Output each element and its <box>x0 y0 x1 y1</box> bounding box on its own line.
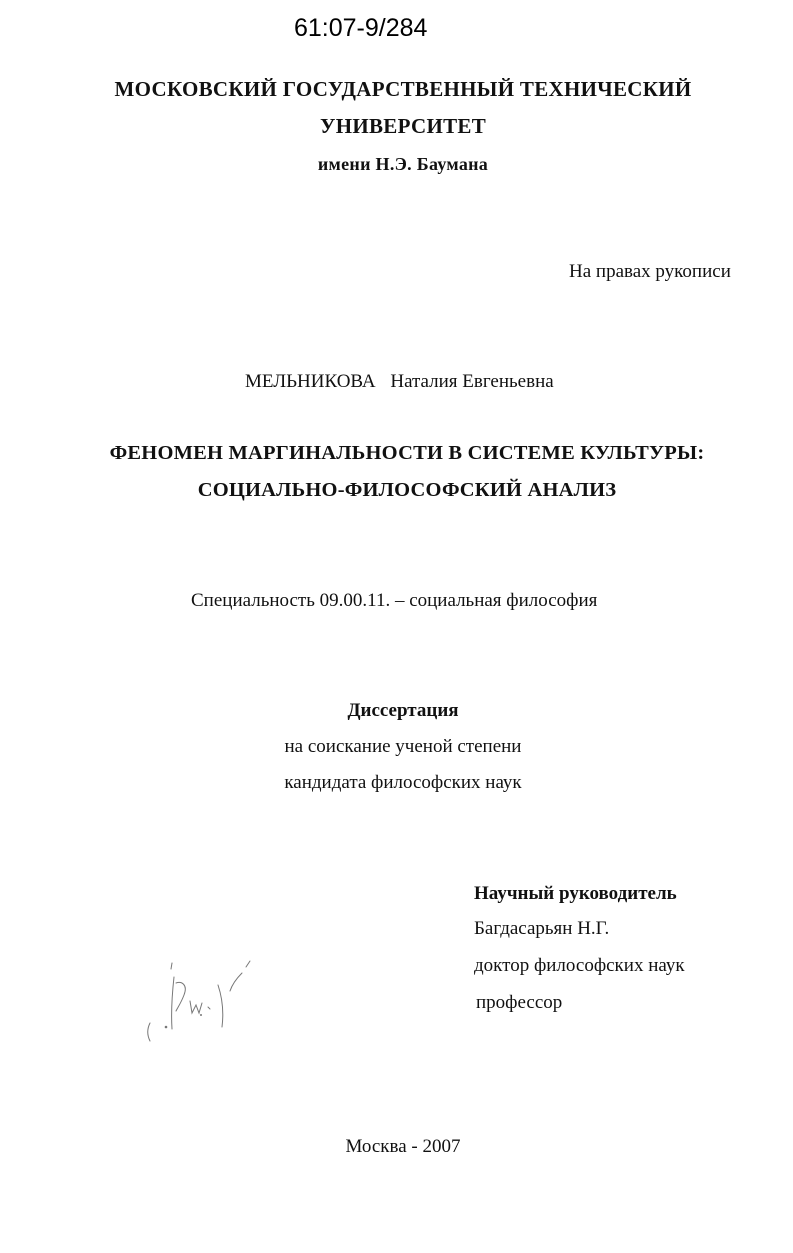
dissertation-degree-line-2: кандидата философских наук <box>284 772 522 793</box>
city-year: Москва - 2007 <box>345 1136 461 1157</box>
author-surname: МЕЛЬНИКОВА <box>245 371 376 392</box>
manuscript-rights-note: На правах рукописи <box>569 261 731 282</box>
supervisor-name: Багдасарьян Н.Г. <box>474 918 610 939</box>
supervisor-title: профессор <box>476 992 563 1013</box>
author-name <box>245 371 554 393</box>
dissertation-degree-line-1: на соискание ученой степени <box>284 736 522 757</box>
author-given-names: Наталия Евгеньевна <box>390 371 554 392</box>
dissertation-title-line-1: ФЕНОМЕН МАРГИНАЛЬНОСТИ В СИСТЕМЕ КУЛЬТУРЫ: <box>109 442 705 464</box>
author-signature <box>138 955 268 1045</box>
institution-line-1: МОСКОВСКИЙ ГОСУДАРСТВЕННЫЙ ТЕХНИЧЕСКИЙ <box>114 77 692 101</box>
supervisor-heading: Научный руководитель <box>474 883 677 904</box>
specialty: Специальность 09.00.11. – социальная философия <box>191 590 598 611</box>
supervisor-degree: доктор философских наук <box>474 955 685 976</box>
catalog-number: 61:07-9/284 <box>294 14 428 42</box>
institution-line-3: имени Н.Э. Баумана <box>317 154 489 174</box>
dissertation-heading: Диссертация <box>347 700 459 721</box>
dissertation-title-line-2: СОЦИАЛЬНО-ФИЛОСОФСКИЙ АНАЛИЗ <box>197 479 617 501</box>
institution-line-2: УНИВЕРСИТЕТ <box>320 114 486 138</box>
